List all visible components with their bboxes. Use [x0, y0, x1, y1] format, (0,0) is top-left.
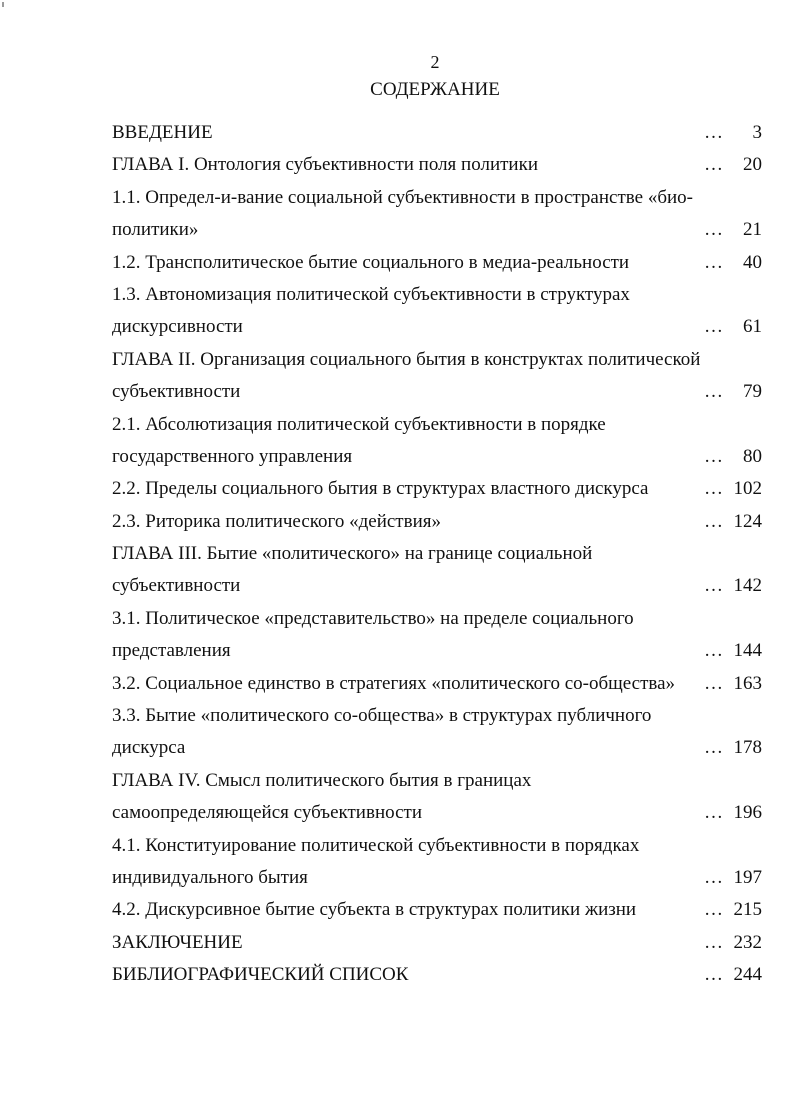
- toc-line: [112, 765, 762, 797]
- toc-entry-title: 1.2. Трансполитическое бытие социального в медиа-реальности: [112, 251, 630, 273]
- toc-line: [112, 635, 762, 667]
- toc-page-number: 61: [743, 316, 762, 338]
- toc-page-number: 80: [743, 445, 762, 467]
- toc-entry-title: политики»: [112, 219, 199, 241]
- toc-line: [112, 603, 762, 635]
- toc-page-number: 196: [733, 802, 762, 824]
- toc-leader-dots: …: [704, 575, 723, 597]
- toc-leader-dots: …: [704, 899, 723, 921]
- toc-line: [112, 732, 762, 764]
- toc-line: [112, 344, 762, 376]
- toc-page-number: 144: [733, 640, 762, 662]
- toc-entry-title: субъективности: [112, 381, 241, 403]
- toc-line: [112, 830, 762, 862]
- toc-entry-title: государственного управления: [112, 445, 353, 467]
- toc-entry-title: представления: [112, 640, 231, 662]
- toc-leader-dots: …: [704, 866, 723, 888]
- toc-page-number: 79: [743, 381, 762, 403]
- toc-entry-title: самоопределяющейся субъективности: [112, 802, 422, 824]
- toc-line: [112, 959, 762, 991]
- toc-page-number: 40: [743, 251, 762, 273]
- toc-leader-dots: …: [704, 672, 723, 694]
- toc-line: [112, 149, 762, 181]
- toc-page-number: 215: [733, 899, 762, 921]
- toc-line: [112, 441, 762, 473]
- toc-line: [112, 311, 762, 343]
- toc-page-number: 124: [733, 510, 762, 532]
- table-of-contents: [112, 117, 762, 992]
- page-number: 2: [430, 52, 440, 72]
- toc-line: [112, 506, 762, 538]
- toc-entry-title: индивидуального бытия: [112, 866, 308, 888]
- toc-entry-title: ВВЕДЕНИЕ: [112, 122, 213, 143]
- toc-entry-title: дискурса: [112, 737, 186, 759]
- toc-line: [112, 376, 762, 408]
- toc-leader-dots: …: [704, 219, 723, 241]
- toc-line: [112, 117, 762, 149]
- toc-entry-title: ГЛАВА II. Организация социального бытия в конструктах политической: [112, 348, 701, 370]
- toc-leader-dots: …: [704, 510, 723, 532]
- toc-page-number: 163: [733, 672, 762, 694]
- toc-entry-title: 2.2. Пределы социального бытия в структурах властного дискурса: [112, 478, 649, 500]
- toc-line: [112, 927, 762, 959]
- toc-leader-dots: …: [704, 251, 723, 273]
- toc-leader-dots: …: [704, 737, 723, 759]
- toc-leader-dots: …: [704, 640, 723, 662]
- toc-leader-dots: …: [704, 154, 723, 176]
- toc-line: [112, 894, 762, 926]
- toc-entry-title: ЗАКЛЮЧЕНИЕ: [112, 931, 243, 953]
- toc-entry-title: дискурсивности: [112, 316, 243, 338]
- toc-leader-dots: …: [704, 122, 723, 143]
- toc-entry-title: 4.1. Конституирование политической субъективности в порядках: [112, 834, 640, 856]
- toc-leader-dots: …: [704, 316, 723, 338]
- toc-leader-dots: …: [704, 931, 723, 953]
- toc-page-number: 142: [733, 575, 762, 597]
- toc-page-number: 20: [743, 154, 762, 176]
- toc-entry-title: ГЛАВА IV. Смысл политического бытия в границах: [112, 769, 532, 791]
- toc-leader-dots: …: [704, 445, 723, 467]
- toc-page-number: 21: [743, 219, 762, 241]
- toc-entry-title: ГЛАВА I. Онтология субъективности поля политики: [112, 154, 538, 176]
- toc-line: [112, 279, 762, 311]
- toc-entry-title: БИБЛИОГРАФИЧЕСКИЙ СПИСОК: [112, 964, 409, 986]
- toc-page-number: 102: [733, 478, 762, 500]
- toc-entry-title: 1.3. Автономизация политической субъективности в структурах: [112, 283, 630, 305]
- toc-page-number: 232: [733, 931, 762, 953]
- toc-entry-title: ГЛАВА III. Бытие «политического» на границе социальной: [112, 543, 593, 565]
- toc-leader-dots: …: [704, 802, 723, 824]
- toc-entry-title: 3.1. Политическое «представительство» на пределе социального: [112, 607, 634, 629]
- toc-line: [112, 473, 762, 505]
- toc-line: [112, 247, 762, 279]
- toc-entry-title: 1.1. Определ-и-вание социальной субъективности в пространстве «био-: [112, 186, 693, 208]
- toc-page-number: 3: [752, 122, 762, 143]
- toc-entry-title: 3.3. Бытие «политического со-общества» в структурах публичного: [112, 705, 652, 727]
- scan-mark: [2, 2, 4, 7]
- toc-entry-title: 3.2. Социальное единство в стратегиях «политического со-общества»: [112, 672, 676, 694]
- toc-line: [112, 668, 762, 700]
- toc-entry-title: субъективности: [112, 575, 241, 597]
- toc-line: [112, 570, 762, 602]
- toc-line: [112, 409, 762, 441]
- toc-line: [112, 700, 762, 732]
- toc-line: [112, 182, 762, 214]
- toc-entry-title: 2.3. Риторика политического «действия»: [112, 510, 441, 532]
- toc-page-number: 244: [733, 964, 762, 986]
- toc-entry-title: 2.1. Абсолютизация политической субъективности в порядке: [112, 413, 606, 435]
- toc-leader-dots: …: [704, 478, 723, 500]
- toc-page-number: 178: [733, 737, 762, 759]
- page-title: СОДЕРЖАНИЕ: [370, 79, 500, 100]
- toc-line: [112, 538, 762, 570]
- toc-entry-title: 4.2. Дискурсивное бытие субъекта в структурах политики жизни: [112, 899, 637, 921]
- toc-leader-dots: …: [704, 381, 723, 403]
- toc-page-number: 197: [733, 866, 762, 888]
- toc-leader-dots: …: [704, 964, 723, 986]
- toc-line: [112, 797, 762, 829]
- toc-line: [112, 862, 762, 894]
- toc-line: [112, 214, 762, 246]
